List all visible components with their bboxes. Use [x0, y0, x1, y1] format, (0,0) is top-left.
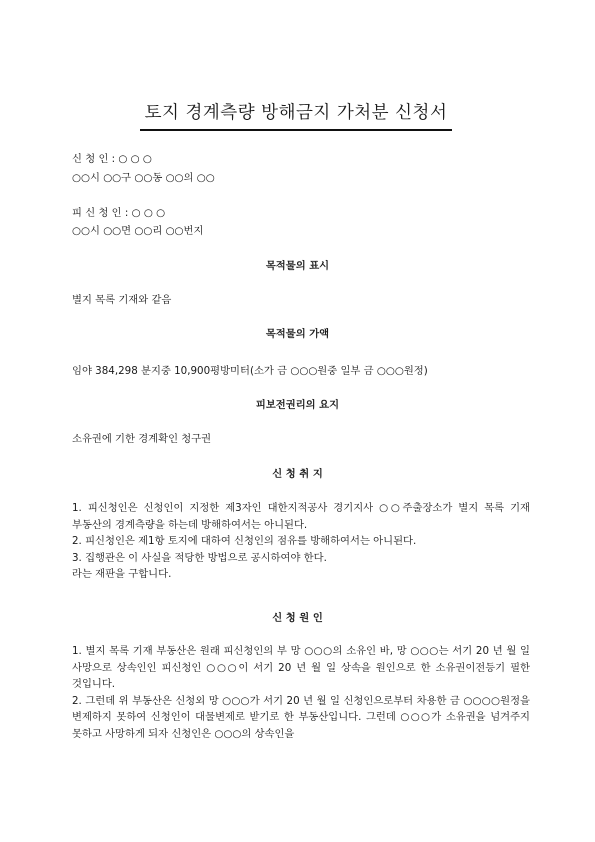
respondent-address: ○○시 ○○면 ○○리 ○○번지: [72, 225, 204, 237]
cause-item: 2. 그런데 위 부동산은 신청외 망 ○○○가 서기 20 년 월 일 신청인으로부터 차용한 금 ○○○○원정을 변제하지 못하여 신청인이 대물변제로 받기로 한 부동산입니다. 그런데 ○○○가 소유권을 넘겨주지 못하고 사망하게 되자 신청인은 ○○○의 상속인을: [72, 694, 530, 740]
cause-item: 1. 별지 목록 기재 부동산은 원래 피신청인의 부 망 ○○○의 소유인 바, 망 ○○○는 서기 20 년 월 일 사망으로 상속인인 피신청인 ○○○이 서기 20 년 월 일 상속을 원인으로 한 소유권이전등기 필한 것입니다.: [72, 645, 530, 690]
purpose-item: 1. 피신청인은 신청인이 지정한 제3자인 대한지적공사 경기지사 ○○주출장소가 별지 목록 기재 부동산의 경계측량을 하는데 방해하여서는 아니된다.: [72, 502, 530, 531]
cause-heading: 신 청 원 인: [272, 612, 323, 624]
applicant-line: 신 청 인 : ○ ○ ○: [72, 153, 152, 165]
purpose-body: [72, 500, 530, 583]
object-value-heading: 목적물의 가액: [265, 328, 330, 340]
object-display-body: 별지 목록 기재와 같음: [72, 294, 172, 306]
object-value-body: 임야 384,298 분지중 10,900평방미터(소가 금 ○○○원중 일부 금 ○○○원정): [72, 365, 428, 377]
purpose-item: 2. 피신청인은 제1항 토지에 대하여 신청인의 점유를 방해하여서는 아니된다.: [72, 535, 417, 547]
preserved-right-body: 소유권에 기한 경계확인 청구권: [72, 433, 212, 445]
document-title: 토지 경계측량 방해금지 가처분 신청서: [144, 103, 448, 123]
document-title-block: [140, 100, 452, 126]
title-underline: [140, 129, 452, 131]
object-display-heading: 목적물의 표시: [265, 260, 330, 272]
preserved-right-heading: 피보전권리의 요지: [255, 399, 340, 411]
purpose-closing: 라는 재판을 구합니다.: [72, 568, 172, 580]
purpose-item: 3. 집행관은 이 사실을 적당한 방법으로 공시하여야 한다.: [72, 551, 327, 564]
applicant-address: ○○시 ○○구 ○○동 ○○의 ○○: [72, 172, 215, 184]
respondent-line: 피 신 청 인 : ○ ○ ○: [72, 207, 166, 219]
cause-body: [72, 643, 530, 742]
purpose-heading: 신 청 취 지: [272, 468, 323, 480]
